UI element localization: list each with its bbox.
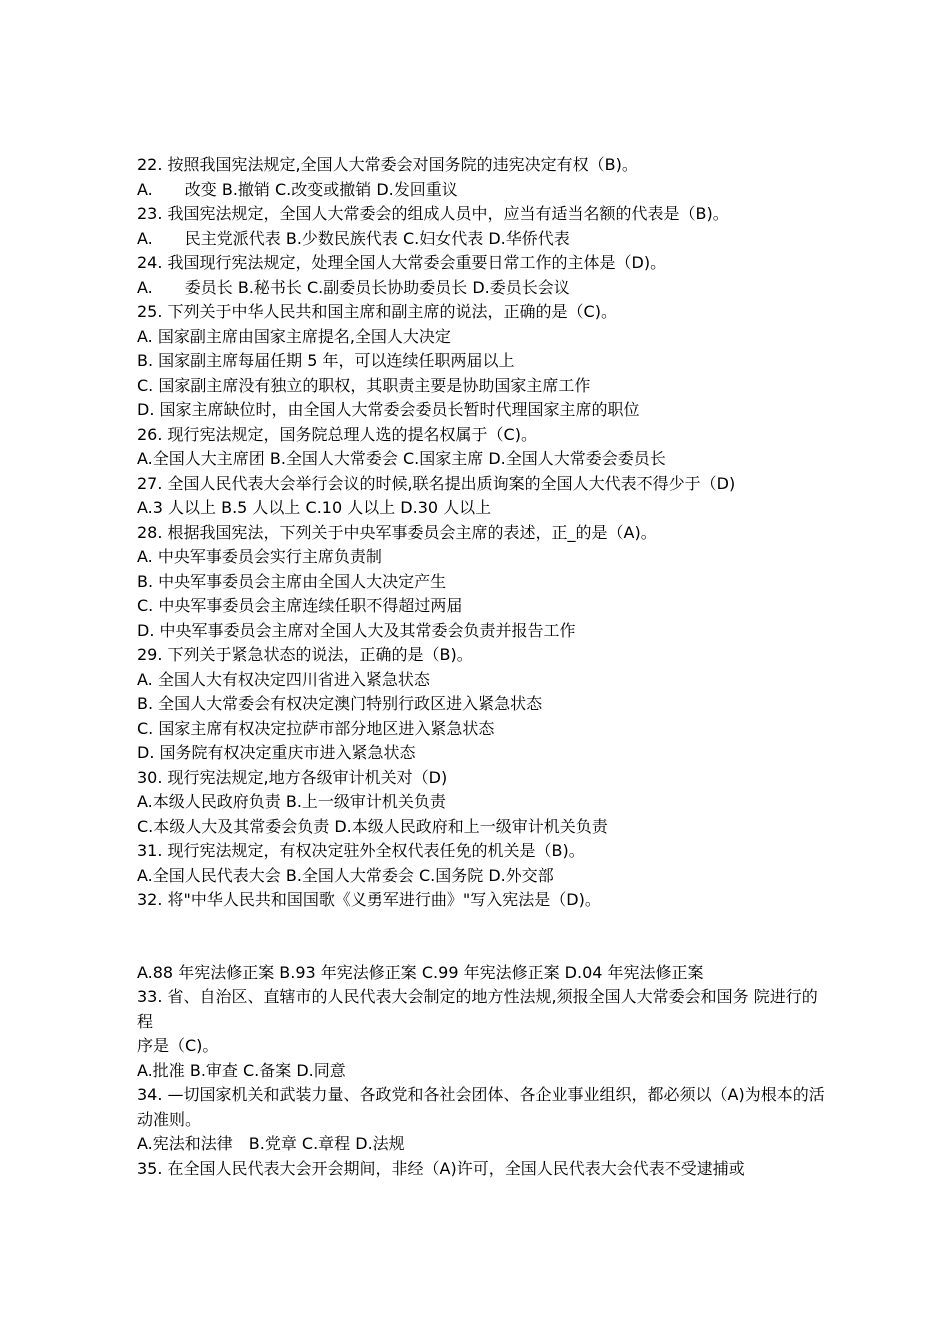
question-27: 27. 全国人民代表大会举行会议的时候,联名提出质询案的全国人大代表不得少于（D)	[137, 473, 736, 493]
question-35: 35. 在全国人民代表大会开会期间，非经（A)许可，全国人民代表大会代表不受逮捕或	[137, 1158, 745, 1178]
option-25-b: B. 国家副主席每届任期 5 年，可以连续任职两届以上	[137, 351, 515, 370]
option-28-d: D. 中央军事委员会主席对全国人大及其常委会负责并报告工作	[137, 620, 576, 640]
blank-gap	[137, 913, 827, 961]
question-28: 28. 根据我国宪法，下列关于中央军事委员会主席的表述，正_的是（A)。	[137, 522, 657, 542]
option-25-a: A. 国家副主席由国家主席提名,全国人大决定	[137, 326, 451, 346]
question-25: 25. 下列关于中华人民共和国主席和副主席的说法，正确的是（C)。	[137, 302, 617, 321]
question-29: 29. 下列关于紧急状态的说法，正确的是（B)。	[137, 645, 473, 664]
question-26: 26. 现行宪法规定，国务院总理人选的提名权属于（C)。	[137, 424, 537, 444]
question-33: 33. 省、自治区、直辖市的人民代表大会制定的地方性法规,须报全国人大常委会和国务 院进行的程	[137, 987, 818, 1031]
options-30-cd: C.本级人大及其常委会负责 D.本级人民政府和上一级审计机关负责	[137, 816, 608, 836]
option-25-d: D. 国家主席缺位时，由全国人大常委会委员长暂时代理国家主席的职位	[137, 400, 640, 419]
question-34-cont: 动准则。	[137, 1109, 202, 1129]
options-33: A.批准 B.审查 C.备案 D.同意	[137, 1060, 346, 1080]
option-28-b: B. 中央军事委员会主席由全国人大决定产生	[137, 571, 447, 591]
option-25-c: C. 国家副主席没有独立的职权，其职责主要是协助国家主席工作	[137, 375, 591, 395]
option-29-c: C. 国家主席有权决定拉萨市部分地区进入紧急状态	[137, 718, 495, 738]
question-23: 23. 我国宪法规定，全国人大常委会的组成人员中，应当有适当名额的代表是（B)。	[137, 204, 729, 223]
options-32: A.88 年宪法修正案 B.93 年宪法修正案 C.99 年宪法修正案 D.04 年宪法修正案	[137, 962, 704, 982]
options-22: A. 改变 B.撤销 C.改变或撤销 D.发回重议	[137, 179, 458, 199]
option-29-a: A. 全国人大有权决定四川省进入紧急状态	[137, 669, 430, 689]
options-24: A. 委员长 B.秘书长 C.副委员长协助委员长 D.委员长会议	[137, 277, 570, 297]
question-22: 22. 按照我国宪法规定,全国人大常委会对国务院的违宪决定有权（B)。	[137, 155, 638, 174]
document-page	[137, 153, 827, 1181]
question-24: 24. 我国现行宪法规定，处理全国人大常委会重要日常工作的主体是（D)。	[137, 253, 667, 272]
question-31: 31. 现行宪法规定，有权决定驻外全权代表任免的机关是（B)。	[137, 841, 585, 860]
options-30-ab: A.本级人民政府负责 B.上一级审计机关负责	[137, 792, 446, 811]
options-26: A.全国人大主席团 B.全国人大常委会 C.国家主席 D.全国人大常委会委员长	[137, 449, 666, 468]
options-31: A.全国人民代表大会 B.全国人大常委会 C.国务院 D.外交部	[137, 865, 554, 885]
options-23: A. 民主党派代表 B.少数民族代表 C.妇女代表 D.华侨代表	[137, 228, 570, 248]
options-34: A.宪法和法律 B.党章 C.章程 D.法规	[137, 1134, 405, 1153]
question-32: 32. 将"中华人民共和国国歌《义勇军进行曲》"写入宪法是（D)。	[137, 890, 601, 909]
option-28-a: A. 中央军事委员会实行主席负责制	[137, 547, 382, 566]
options-27: A.3 人以上 B.5 人以上 C.10 人以上 D.30 人以上	[137, 498, 492, 517]
question-33-cont: 序是（C)。	[137, 1036, 219, 1055]
question-34: 34. —切国家机关和武装力量、各政党和各社会团体、各企业事业组织，都必须以（A)为根本的活	[137, 1085, 825, 1104]
option-28-c: C. 中央军事委员会主席连续任职不得超过两届	[137, 596, 463, 615]
option-29-b: B. 全国人大常委会有权决定澳门特别行政区进入紧急状态	[137, 694, 543, 713]
question-30: 30. 现行宪法规定,地方各级审计机关对（D)	[137, 767, 448, 787]
option-29-d: D. 国务院有权决定重庆市进入紧急状态	[137, 743, 416, 762]
